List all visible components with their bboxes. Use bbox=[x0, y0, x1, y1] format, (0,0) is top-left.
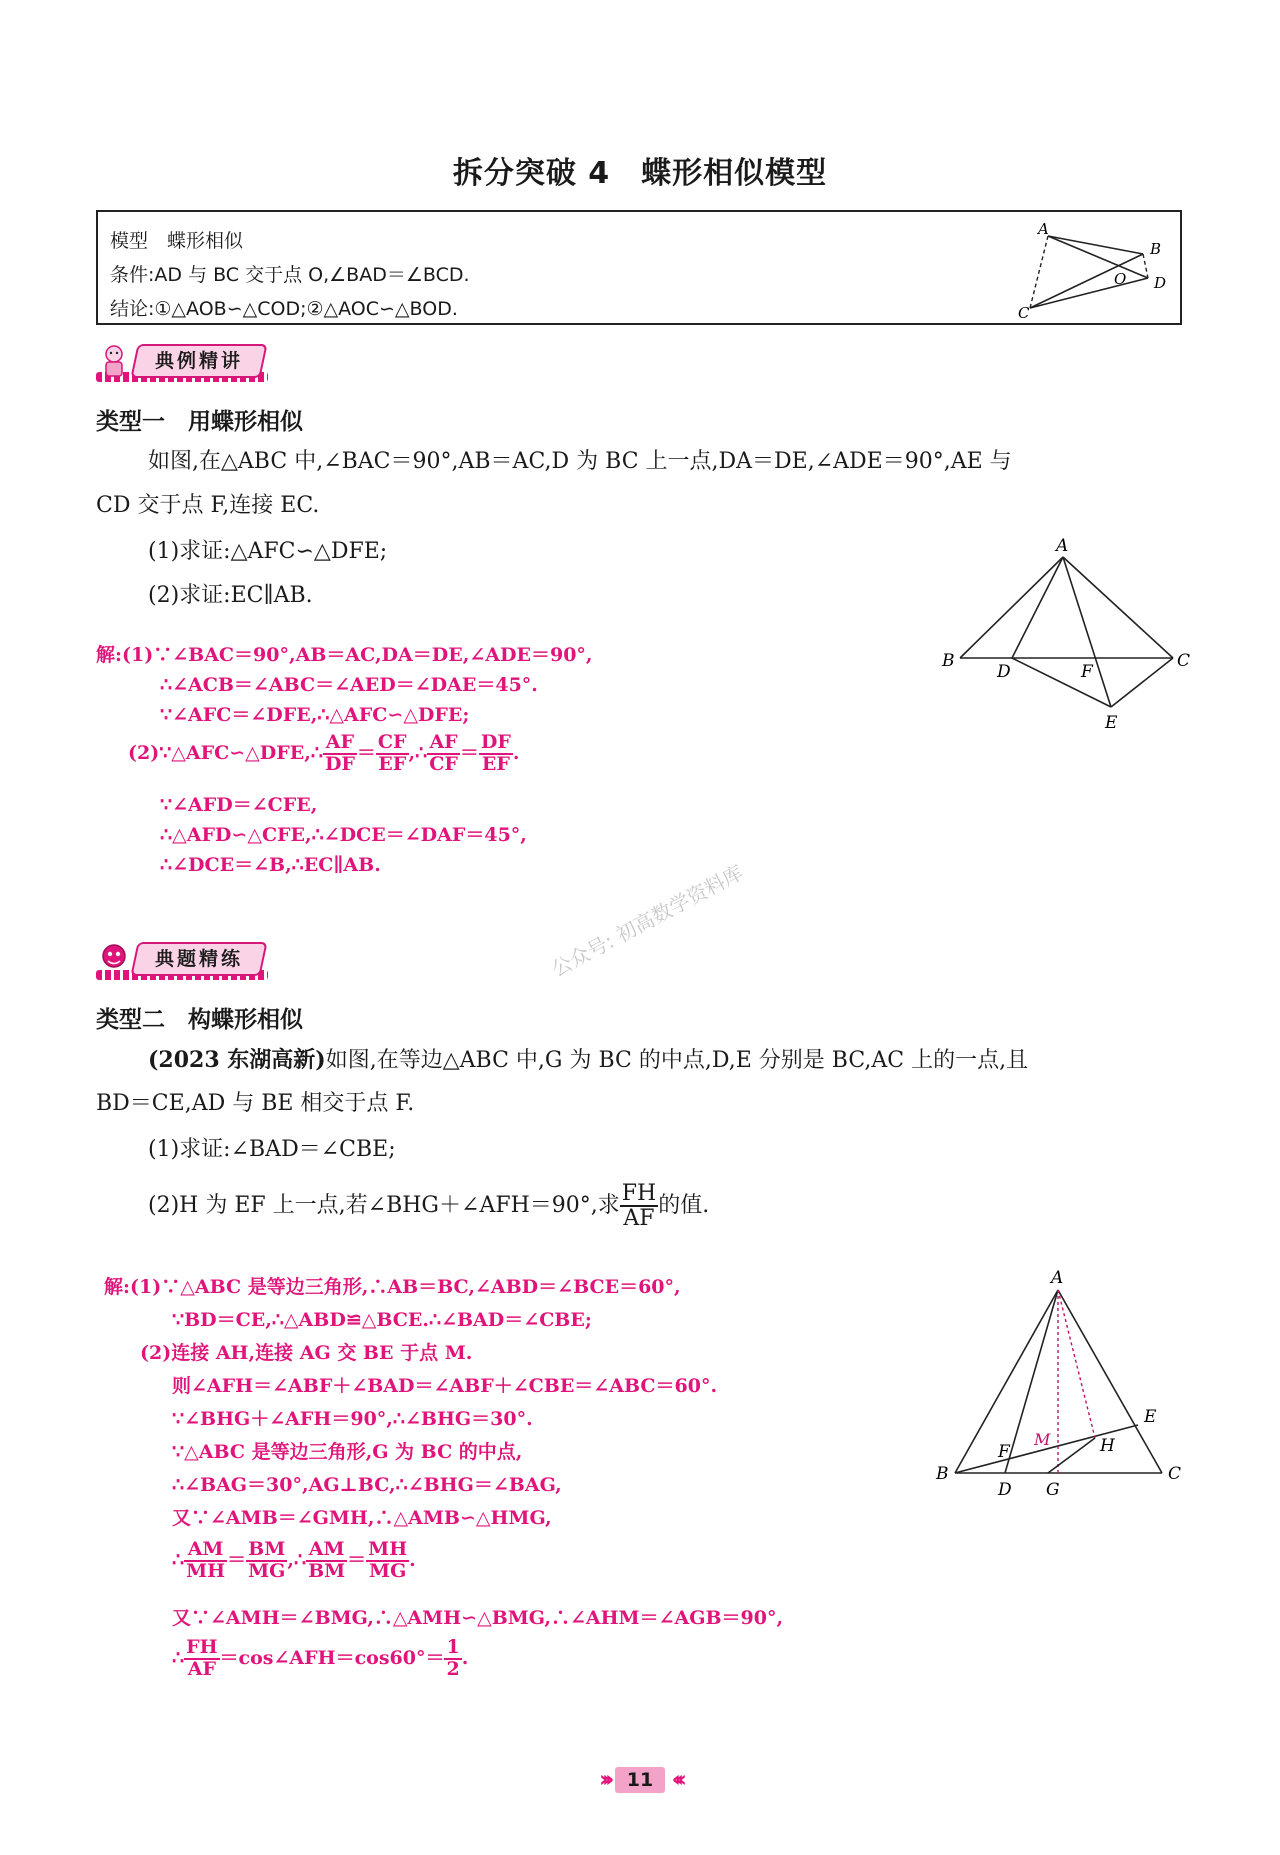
girl-mascot-icon bbox=[96, 342, 136, 382]
fig2-label-c: C bbox=[1168, 1464, 1182, 1484]
solution1-line5: ∵∠AFD＝∠CFE, bbox=[160, 794, 318, 816]
fig2-label-d: D bbox=[998, 1480, 1012, 1500]
problem1-line2: CD 交于点 F,连接 EC. bbox=[96, 493, 320, 518]
section-badge-examples bbox=[96, 342, 268, 386]
model-label-c: C bbox=[1018, 304, 1030, 321]
type-heading-2: 类型二 构蝶形相似 bbox=[96, 1007, 303, 1033]
problem2-source: (2023 东湖高新) bbox=[148, 1047, 326, 1073]
fraction: $\frac{AF}{CF}$ bbox=[429, 731, 458, 775]
model-label-b: B bbox=[1150, 240, 1162, 258]
solution2-line3: (2)连接 AH,连接 AG 交 BE 于点 M. bbox=[140, 1342, 473, 1364]
solution2-line6: ∵△ABC 是等边三角形,G 为 BC 的中点, bbox=[172, 1441, 523, 1463]
fig1-label-d: D bbox=[997, 662, 1011, 682]
chevron-right-icon: ››› bbox=[599, 1767, 609, 1793]
section-badge-practice bbox=[96, 940, 268, 984]
model-box bbox=[96, 210, 1182, 325]
fraction: $\frac{DF}{EF}$ bbox=[480, 731, 511, 775]
fig2-label-m: M bbox=[1034, 1430, 1051, 1449]
problem2-question1: (1)求证:∠BAD＝∠CBE; bbox=[148, 1137, 396, 1162]
solution1-line3: ∵∠AFC＝∠DFE,∴△AFC∽△DFE; bbox=[160, 704, 470, 726]
mascot-icon bbox=[96, 940, 136, 980]
fig2-label-e: E bbox=[1144, 1407, 1157, 1427]
type-heading-1: 类型一 用蝶形相似 bbox=[96, 409, 303, 435]
fraction: $\frac{CF}{EF}$ bbox=[377, 731, 407, 775]
fraction: $\frac{1}{2}$ bbox=[446, 1636, 460, 1680]
solution2-line10: 又∵∠AMH＝∠BMG,∴△AMH∽△BMG,∴∠AHM＝∠AGB＝90°, bbox=[172, 1607, 784, 1629]
problem1-figure bbox=[935, 535, 1195, 735]
model-label-d: D bbox=[1154, 274, 1167, 292]
page-number-value: 11 bbox=[615, 1767, 665, 1793]
fraction: $\frac{AM}{MH}$ bbox=[186, 1538, 226, 1582]
fig1-label-e: E bbox=[1105, 713, 1118, 733]
fig2-label-b: B bbox=[936, 1464, 949, 1484]
problem1-question2: (2)求证:EC∥AB. bbox=[148, 583, 313, 608]
section-badge-label: 典例精讲 bbox=[154, 350, 243, 372]
solution2-line9: ∴ $\frac{AM}{MH}$ ＝ $\frac{BM}{MG}$ ,∴ $\frac{AM}{BM}$ ＝ $\frac{MH}{MG}$ . bbox=[172, 1538, 416, 1582]
solution2-line4: 则∠AFH＝∠ABF＋∠BAD＝∠ABF＋∠CBE＝∠ABC＝60°. bbox=[172, 1375, 718, 1397]
page-title: 拆分突破 4 蝶形相似模型 bbox=[452, 156, 828, 191]
problem1-question1: (1)求证:△AFC∽△DFE; bbox=[148, 539, 388, 564]
page-number bbox=[570, 1765, 710, 1795]
solution1-line4: (2)∵△AFC∽△DFE,∴ $\frac{AF}{DF}$ ＝ $\frac{CF}{EF}$ ,∴ $\frac{AF}{CF}$ ＝ $\frac{DF}{EF}$ . bbox=[128, 731, 520, 775]
fig2-label-f: F bbox=[998, 1442, 1010, 1462]
problem1-line1: 如图,在△ABC 中,∠BAC＝90°,AB＝AC,D 为 BC 上一点,DA＝DE,∠ADE＝90°,AE 与 bbox=[148, 449, 1012, 474]
fig2-label-g: G bbox=[1046, 1480, 1060, 1500]
solution2-line2: ∵BD＝CE,∴△ABD≌△BCE.∴∠BAD＝∠CBE; bbox=[172, 1309, 592, 1331]
model-conclusion: 结论:①△AOB∽△COD;②△AOC∽△BOD. bbox=[110, 298, 458, 320]
fig2-label-h: H bbox=[1100, 1436, 1115, 1456]
solution1-line6: ∴△AFD∽△CFE,∴∠DCE＝∠DAF＝45°, bbox=[160, 824, 527, 846]
fraction: $\frac{AM}{BM}$ bbox=[308, 1538, 346, 1582]
fig1-label-c: C bbox=[1177, 651, 1191, 671]
problem2-line1: (2023 东湖高新)如图,在等边△ABC 中,G 为 BC 的中点,D,E 分别是 BC,AC 上的一点,且 bbox=[148, 1047, 1029, 1073]
solution2-line7: ∴∠BAG＝30°,AG⊥BC,∴∠BHG＝∠BAG, bbox=[172, 1474, 562, 1496]
fraction: $\frac{BM}{MG}$ bbox=[248, 1538, 286, 1582]
fig2-label-a: A bbox=[1051, 1268, 1064, 1288]
fraction: $\frac{MH}{MG}$ bbox=[368, 1538, 408, 1582]
problem2-question2: (2)H 为 EF 上一点,若∠BHG＋∠AFH＝90°,求 $\frac{FH}{AF}$ 的值. bbox=[148, 1181, 710, 1232]
problem2-figure bbox=[930, 1265, 1200, 1505]
solution1-line1: 解:(1)∵∠BAC＝90°,AB＝AC,DA＝DE,∠ADE＝90°, bbox=[96, 644, 593, 666]
solution2-line8: 又∵∠AMB＝∠GMH,∴△AMB∽△HMG, bbox=[172, 1507, 552, 1529]
solution2-line5: ∵∠BHG＋∠AFH＝90°,∴∠BHG＝30°. bbox=[172, 1408, 533, 1430]
model-label-o: O bbox=[1114, 270, 1127, 288]
chevron-left-icon: ‹‹‹ bbox=[671, 1767, 681, 1793]
fraction: $\frac{FH}{AF}$ bbox=[186, 1636, 218, 1680]
fig1-label-a: A bbox=[1056, 536, 1069, 556]
watermark: 公众号: 初高数学资料库 bbox=[547, 860, 747, 982]
fraction: $\frac{FH}{AF}$ bbox=[621, 1181, 657, 1232]
butterfly-model-figure bbox=[1018, 216, 1178, 321]
model-name: 模型 蝶形相似 bbox=[110, 230, 244, 252]
fig1-label-f: F bbox=[1081, 662, 1093, 682]
solution1-line2: ∴∠ACB＝∠ABC＝∠AED＝∠DAE＝45°. bbox=[160, 674, 538, 696]
fraction: $\frac{AF}{DF}$ bbox=[324, 731, 355, 775]
fig1-label-b: B bbox=[942, 651, 955, 671]
solution2-line1: 解:(1)∵△ABC 是等边三角形,∴AB＝BC,∠ABD＝∠BCE＝60°, bbox=[104, 1276, 681, 1298]
solution1-line7: ∴∠DCE＝∠B,∴EC∥AB. bbox=[160, 854, 381, 876]
problem2-line2: BD＝CE,AD 与 BE 相交于点 F. bbox=[96, 1091, 415, 1116]
model-label-a: A bbox=[1038, 220, 1049, 238]
model-condition: 条件:AD 与 BC 交于点 O,∠BAD＝∠BCD. bbox=[110, 264, 470, 286]
section-badge-label: 典题精练 bbox=[154, 948, 243, 970]
solution2-line11: ∴ $\frac{FH}{AF}$ ＝cos∠AFH＝cos60°＝ $\frac{1}{2}$ . bbox=[172, 1636, 469, 1680]
